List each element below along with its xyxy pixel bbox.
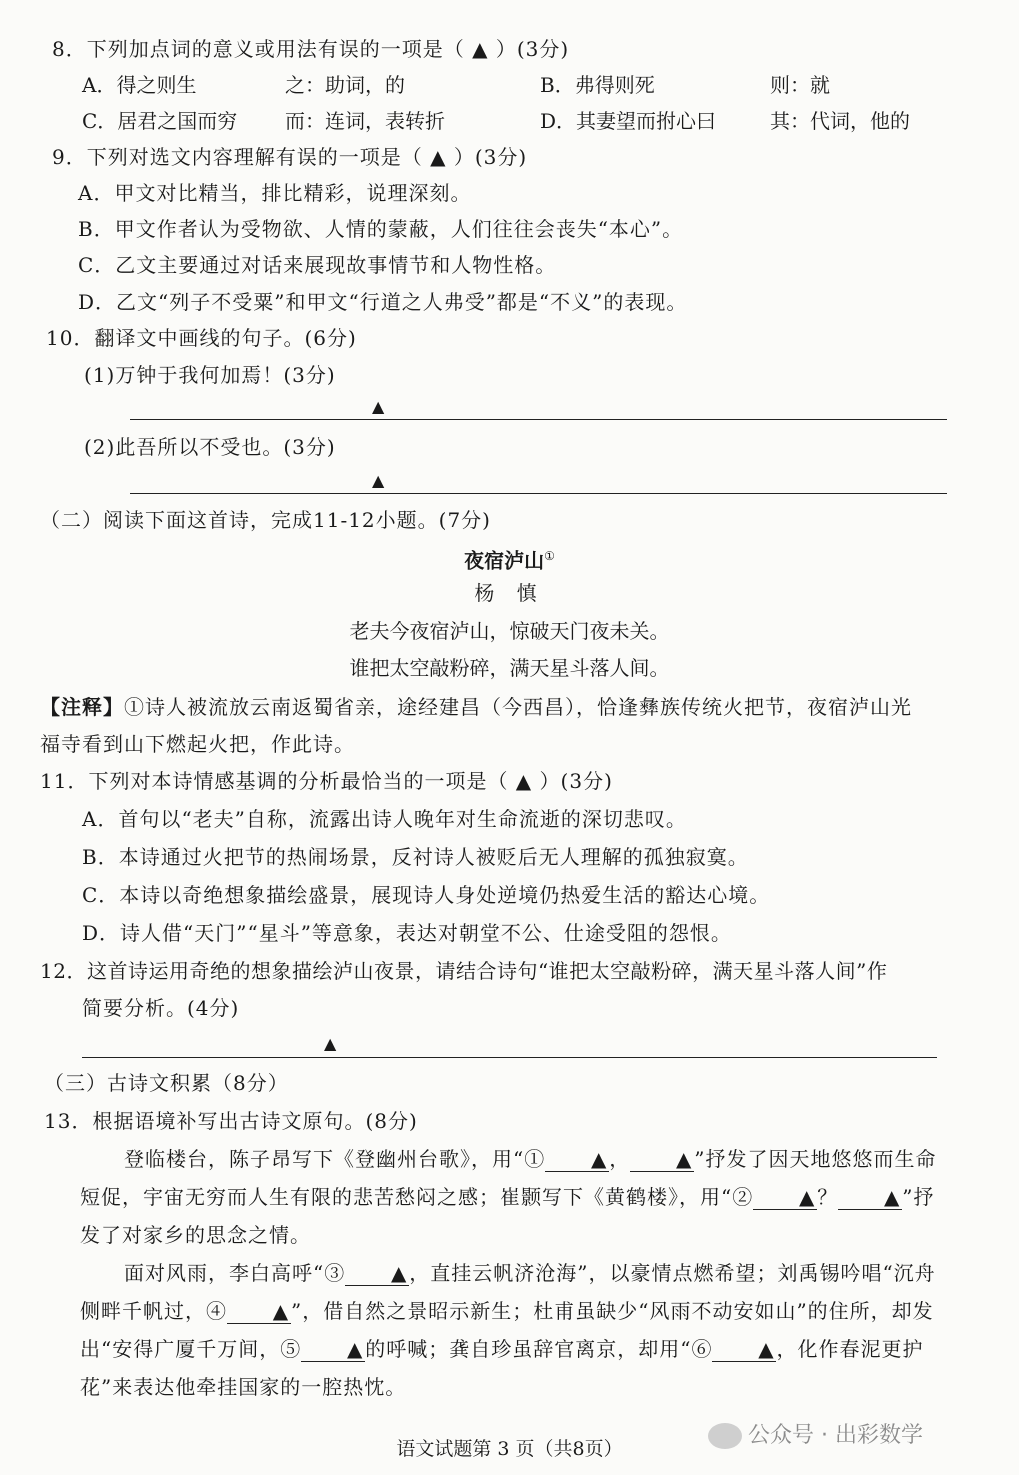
q8-stem: 8．下列加点词的意义或用法有误的一项是（ ▲ ）(3分) [52, 37, 570, 61]
q11-option-c: C．本诗以奇绝想象描绘盛景，展现诗人身处逆境仍热爱生活的豁达心境。 [82, 883, 771, 907]
q9-option-c: C．乙文主要通过对话来展现故事情节和人物性格。 [78, 253, 557, 277]
q10-stem: 10．翻译文中画线的句子。(6分) [46, 326, 357, 350]
blank-2b[interactable]: ▲ [838, 1185, 902, 1210]
watermark: 公众号 · 出彩数学 [708, 1418, 923, 1449]
blank-1a[interactable]: ▲ [545, 1147, 609, 1172]
q11-stem: 11．下列对本诗情感基调的分析最恰当的一项是（ ▲ ）(3分) [40, 769, 613, 793]
q10-sentence-1: (1)万钟于我何加焉！(3分) [84, 363, 336, 387]
poem-title: 夜宿泸山① [464, 548, 555, 573]
q8-option-a: A．得之则生 [82, 73, 197, 97]
q11-option-d: D．诗人借“天门”“星斗”等意象，表达对朝堂不公、仕途受阻的怨恨。 [82, 921, 732, 945]
q13-paragraph-1: 登临楼台，陈子昂写下《登幽州台歌》，用“① ▲， ▲”抒发了因天地悠悠而生命短促，宇宙无穷而人生有限的悲苦愁闷之感；崔颢写下《黄鹤楼》，用“② ▲？ ▲”抒发了对家乡的思念之情。 [80, 1147, 937, 1247]
q9-stem: 9．下列对选文内容理解有误的一项是（ ▲ ）(3分) [52, 145, 528, 169]
blank-2a[interactable]: ▲ [753, 1185, 817, 1210]
q11-option-b: B．本诗通过火把节的热闹场景，反衬诗人被贬后无人理解的孤独寂寞。 [82, 845, 749, 869]
answer-mark-icon: ▲ [324, 1034, 337, 1053]
q10-sentence-2: (2)此吾所以不受也。(3分) [84, 435, 336, 459]
q8-option-a-note: 之：助词，的 [285, 73, 405, 97]
poem-line-2: 谁把太空敲粉碎，满天星斗落人间。 [349, 656, 670, 680]
poem-note-cont: 福寺看到山下燃起火把，作此诗。 [40, 732, 355, 756]
answer-line-2[interactable] [130, 493, 947, 494]
q8-option-b: B．弗得则死 [540, 73, 655, 97]
poem-line-1: 老夫今夜宿泸山，惊破天门夜未关。 [349, 619, 670, 643]
page-footer: 语文试题第 3 页（共8页） [396, 1438, 623, 1460]
section-2-heading: （二）阅读下面这首诗，完成11-12小题。(7分) [40, 508, 491, 532]
answer-mark-icon: ▲ [372, 471, 385, 490]
answer-line-1[interactable] [130, 419, 947, 420]
q11-option-a: A．首句以“老夫”自称，流露出诗人晚年对生命流逝的深切悲叹。 [82, 807, 687, 831]
blank-4[interactable]: ▲ [227, 1299, 291, 1324]
q12-stem-cont: 简要分析。(4分) [82, 996, 240, 1020]
blank-1b[interactable]: ▲ [630, 1147, 694, 1172]
section-3-heading: （三）古诗文积累（8分） [44, 1071, 289, 1095]
q8-option-b-note: 则：就 [770, 73, 830, 97]
q9-option-b: B．甲文作者认为受物欲、人情的蒙蔽，人们往往会丧失“本心”。 [78, 217, 684, 241]
q8-option-c-note: 而：连词，表转折 [285, 109, 445, 133]
q12-stem: 12．这首诗运用奇绝的想象描绘泸山夜景，请结合诗句“谁把太空敲粉碎，满天星斗落人间”作 [40, 959, 888, 983]
poem-note: 【注释】①诗人被流放云南返蜀省亲，途经建昌（今西昌），恰逢彝族传统火把节，夜宿泸山光 [40, 695, 912, 719]
answer-line-3[interactable] [82, 1057, 937, 1058]
q9-option-a: A．甲文对比精当，排比精彩，说理深刻。 [78, 181, 472, 205]
q8-option-d-note: 其：代词，他的 [770, 109, 910, 133]
q8-option-c: C．居君之国而穷 [82, 109, 238, 133]
q13-paragraph-2: 面对风雨，李白高呼“③ ▲，直挂云帆济沧海”，以豪情点燃希望；刘禹锡吟唱“沉舟侧畔千帆过，④ ▲”，借自然之景昭示新生；杜甫虽缺少“风雨不动安如山”的住所，却发出“安得广厦千万间，⑤ ▲的呼喊；龚自珍虽辞官离京，却用“⑥ ▲，化作春泥更护花”来表达他牵挂国家的一腔热忱。 [80, 1261, 936, 1399]
wechat-icon [708, 1423, 742, 1449]
q9-option-d: D．乙文“列子不受粟”和甲文“行道之人弗受”都是“不义”的表现。 [78, 290, 688, 314]
blank-3[interactable]: ▲ [345, 1261, 409, 1286]
q13-stem: 13．根据语境补写出古诗文原句。(8分) [44, 1109, 418, 1133]
blank-5[interactable]: ▲ [301, 1337, 365, 1362]
blank-6[interactable]: ▲ [712, 1337, 776, 1362]
poem-author: 杨 慎 [474, 581, 545, 605]
q8-option-d: D．其妻望而拊心曰 [540, 109, 717, 133]
answer-mark-icon: ▲ [372, 397, 385, 416]
